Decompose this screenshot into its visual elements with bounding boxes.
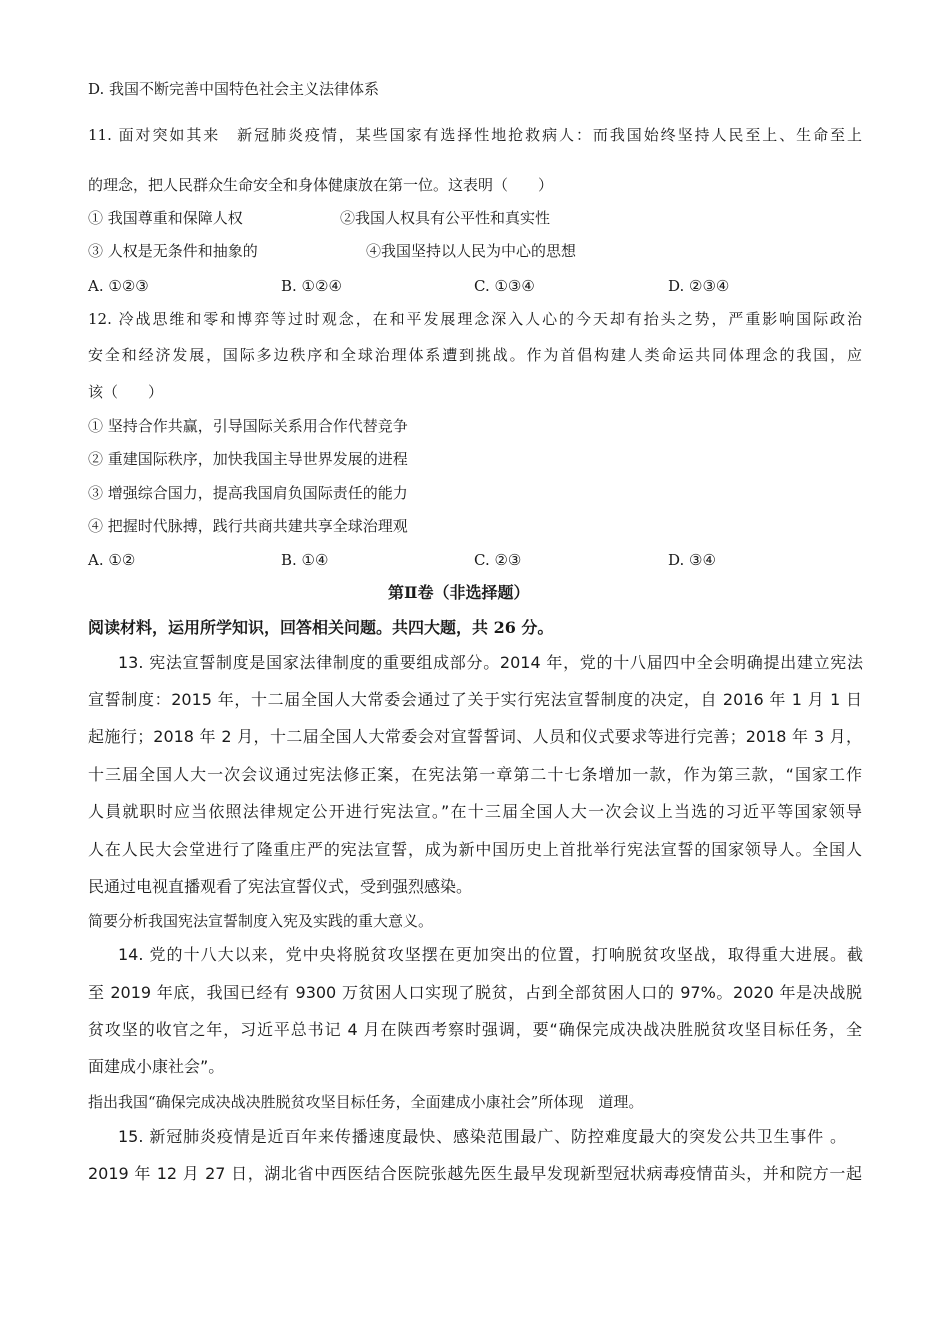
q12-stem-line-2: 安全和经济发展，国际多边秩序和全球治理体系遭到挑战。作为首倡构建人类命运共同体理念的我国，应 (88, 346, 862, 364)
q11-option-d: D. ②③④ (668, 277, 730, 295)
q14-prompt: 指出我国“确保完成决战决胜脱贫攻坚目标任务，全面建成小康社会”所体现 道理。 (88, 1093, 644, 1111)
q10-option-d: D. 我国不断完善中国特色社会主义法律体系 (88, 80, 380, 98)
q14-material-line-4: 面建成小康社会”。 (88, 1057, 225, 1076)
section-2-title: 第Ⅱ卷（非选择题） (388, 583, 530, 602)
q11-option-c: C. ①③④ (474, 277, 535, 295)
q11-statement-2: ②我国人权具有公平性和真实性 (340, 209, 551, 227)
q13-material-line-2: 宣誓制度：2015 年，十二届全国人大常委会通过了关于实行宪法宣誓制度的决定，自 2016 年 1 月 1 日 (88, 690, 862, 709)
q14-material-line-2: 至 2019 年底，我国已经有 9300 万贫困人口实现了脱贫，占到全部贫困人口的 97%。2020 年是决战脱 (88, 983, 862, 1002)
q11-statement-3: ③ 人权是无条件和抽象的 (88, 242, 258, 260)
q12-stem-line-3: 该（ ） (88, 383, 164, 401)
q12-option-c: C. ②③ (474, 551, 522, 569)
q11-stem-line-1: 11. 面对突如其来 新冠肺炎疫情，某些国家有选择性地抢救病人：而我国始终坚持人民至上、生命至上 (88, 126, 862, 144)
q12-statement-2: ② 重建国际秩序，加快我国主导世界发展的进程 (88, 450, 408, 468)
q13-material-line-5: 人員就职时应当依照法律规定公开进行宪法宣。”在十三届全国人大一次会议上当选的习近平等国家领导 (88, 802, 862, 821)
q13-prompt: 简要分析我国宪法宣誓制度入宪及实践的重大意义。 (88, 912, 434, 930)
q13-material-line-6: 人在人民大会堂进行了隆重庄严的宪法宣誓，成为新中国历史上首批举行宪法宣誓的国家领导人。全国人 (88, 840, 862, 859)
q11-stem-line-2: 的理念，把人民群众生命安全和身体健康放在第一位。这表明（ ） (88, 176, 554, 194)
q12-stem-line-1: 12. 冷战思维和零和博弈等过时观念，在和平发展理念深入人心的今天却有抬头之势，严重影响国际政治 (88, 310, 862, 328)
q12-option-a: A. ①② (88, 551, 136, 569)
q12-statement-4: ④ 把握时代脉搏，践行共商共建共享全球治理观 (88, 517, 408, 535)
q13-material-line-1: 13. 宪法宣誓制度是国家法律制度的重要组成部分。2014 年，党的十八届四中全会明确提出建立宪法 (118, 653, 863, 672)
q12-statement-1: ① 坚持合作共赢，引导国际关系用合作代替竞争 (88, 417, 408, 435)
q14-material-line-3: 贫攻坚的收官之年，习近平总书记 4 月在陕西考察时强调，要“确保完成决战决胜脱贫攻坚目标任务，全 (88, 1020, 862, 1039)
q12-statement-3: ③ 增强综合国力，提高我国肩负国际责任的能力 (88, 484, 408, 502)
q12-option-d: D. ③④ (668, 551, 716, 569)
q11-statement-1: ① 我国尊重和保障人权 (88, 209, 243, 227)
q13-material-line-4: 十三届全国人大一次会议通过宪法修正案，在宪法第一章第二十七条增加一款，作为第三款，“国家工作 (88, 765, 862, 784)
q14-material-line-1: 14. 党的十八大以来，党中央将脱贫攻坚摆在更加突出的位置，打响脱贫攻坚战，取得重大进展。截 (118, 945, 863, 964)
q15-material-line-2: 2019 年 12 月 27 日，湖北省中西医结合医院张越先医生最早发现新型冠状病毒疫情苗头，并和院方一起 (88, 1164, 862, 1183)
q13-material-line-7: 民通过电视直播观看了宪法宣誓仪式，受到强烈感染。 (88, 877, 473, 896)
q11-statement-4: ④我国坚持以人民为中心的思想 (366, 242, 577, 260)
q12-option-b: B. ①④ (281, 551, 329, 569)
q13-material-line-3: 起施行；2018 年 2 月，十二届全国人大常委会对宣誓誓词、人员和仪式要求等进行完善；2018 年 3 月， (88, 727, 862, 746)
section-2-instructions: 阅读材料，运用所学知识，回答相关问题。共四大题，共 26 分。 (88, 618, 554, 637)
q11-option-a: A. ①②③ (88, 277, 149, 295)
q11-option-b: B. ①②④ (281, 277, 342, 295)
q15-material-line-1: 15. 新冠肺炎疫情是近百年来传播速度最快、感染范围最广、防控难度最大的突发公共卫生事件 。 (118, 1127, 846, 1146)
